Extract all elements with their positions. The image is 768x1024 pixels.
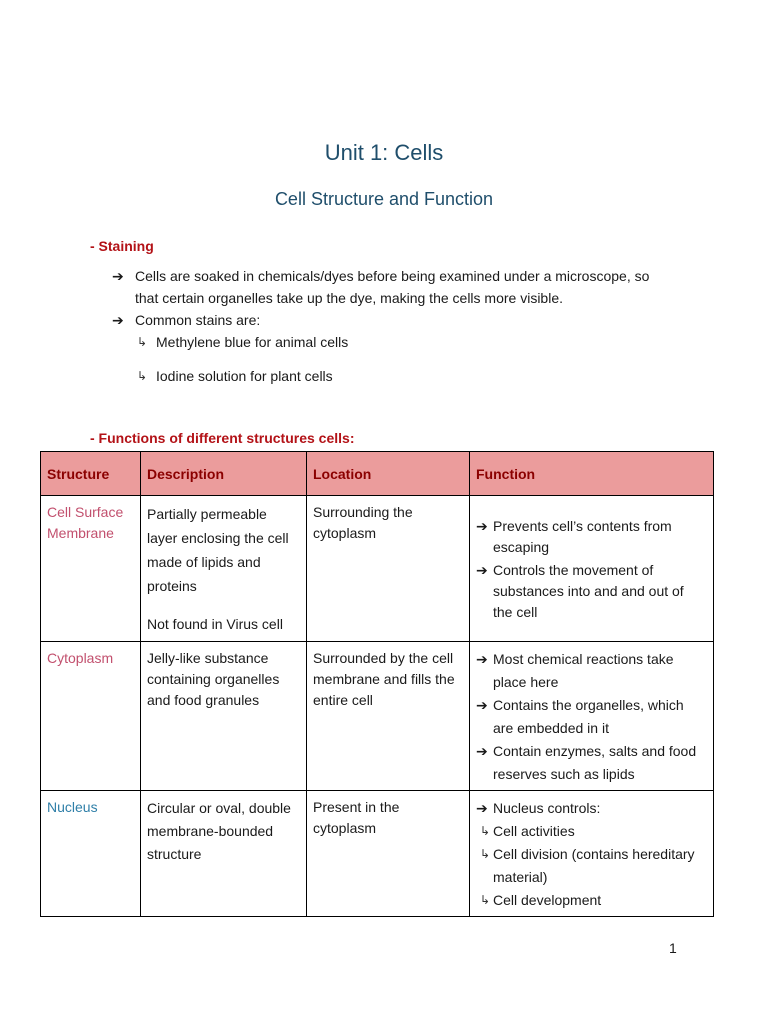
bullet-text: Cells are soaked in chemicals/dyes before being examined under a microscope, so that certain organelles take up the dye, making the cells more visible. [135,268,650,306]
function-text: Controls the movement of substances into and and out of the cell [493,562,684,620]
description-text: Partially permeable layer enclosing the cell made of lipids and proteins [147,506,289,594]
function-cell [470,791,714,917]
table-row [41,496,714,642]
function-cell [470,642,714,791]
down-right-hook-arrow-icon: ↳ [137,335,148,349]
right-arrow-icon: ➔ [476,518,488,534]
table-row [41,642,714,791]
right-arrow-icon: ➔ [476,743,488,759]
staining-bullets [112,265,652,387]
function-text: Contains the organelles, which are embedded in it [493,697,684,736]
right-arrow-icon: ➔ [476,651,488,667]
list-item [476,560,707,623]
function-intro-text: Nucleus controls: [493,800,601,816]
right-arrow-icon: ➔ [476,697,488,713]
sub-bullet-text: Iodine solution for plant cells [156,368,333,384]
down-right-hook-arrow-icon: ↳ [480,824,491,838]
list-item [112,265,652,309]
section-heading-functions: - Functions of different structures cells: [90,430,355,446]
down-right-hook-arrow-icon: ↳ [480,847,491,861]
list-item [476,740,707,786]
list-item [476,889,707,912]
right-arrow-icon: ➔ [476,562,488,578]
sub-bullet-text: Methylene blue for animal cells [156,334,349,350]
list-item [135,365,652,387]
right-arrow-icon: ➔ [476,800,488,816]
bullet-text: Common stains are: [135,312,261,328]
list-item [476,797,707,820]
function-text: Prevents cell’s contents from escaping [493,518,672,555]
list-item [476,820,707,843]
description-note: Not found in Virus cell [147,616,283,632]
page-number: 1 [669,940,677,956]
column-header-structure: Structure [41,452,141,496]
description-cell [141,496,307,642]
right-arrow-icon: ➔ [112,268,124,284]
structure-cell: Cytoplasm [41,642,141,791]
column-header-location: Location [307,452,470,496]
right-arrow-icon: ➔ [112,312,124,328]
function-text: Cell activities [493,823,575,839]
description-cell: Jelly-like substance containing organelles and food granules [141,642,307,791]
table-row [41,791,714,917]
list-item [135,331,652,353]
description-cell: Circular or oval, double membrane-bounded structure [141,791,307,917]
function-text: Contain enzymes, salts and food reserves such as lipids [493,743,697,782]
location-cell: Surrounded by the cell membrane and fills the entire cell [307,642,470,791]
function-text: Cell division (contains hereditary material) [493,846,695,885]
list-item [476,648,707,694]
function-cell [470,496,714,642]
structure-cell: Cell Surface Membrane [41,496,141,642]
location-cell: Present in the cytoplasm [307,791,470,917]
page-subtitle: Cell Structure and Function [274,189,494,209]
structure-cell: Nucleus [41,791,141,917]
location-cell: Surrounding the cytoplasm [307,496,470,642]
table-header-row [41,452,714,496]
list-item [112,309,652,331]
column-header-function: Function [470,452,714,496]
function-text: Cell development [493,892,602,908]
list-item [476,843,707,889]
functions-table [40,451,714,917]
page-title: Unit 1: Cells [324,140,444,165]
down-right-hook-arrow-icon: ↳ [137,369,148,383]
list-item [476,694,707,740]
section-heading-staining: - Staining [90,238,154,254]
function-text: Most chemical reactions take place here [493,651,674,690]
column-header-description: Description [141,452,307,496]
down-right-hook-arrow-icon: ↳ [480,893,491,907]
list-item [476,516,707,558]
